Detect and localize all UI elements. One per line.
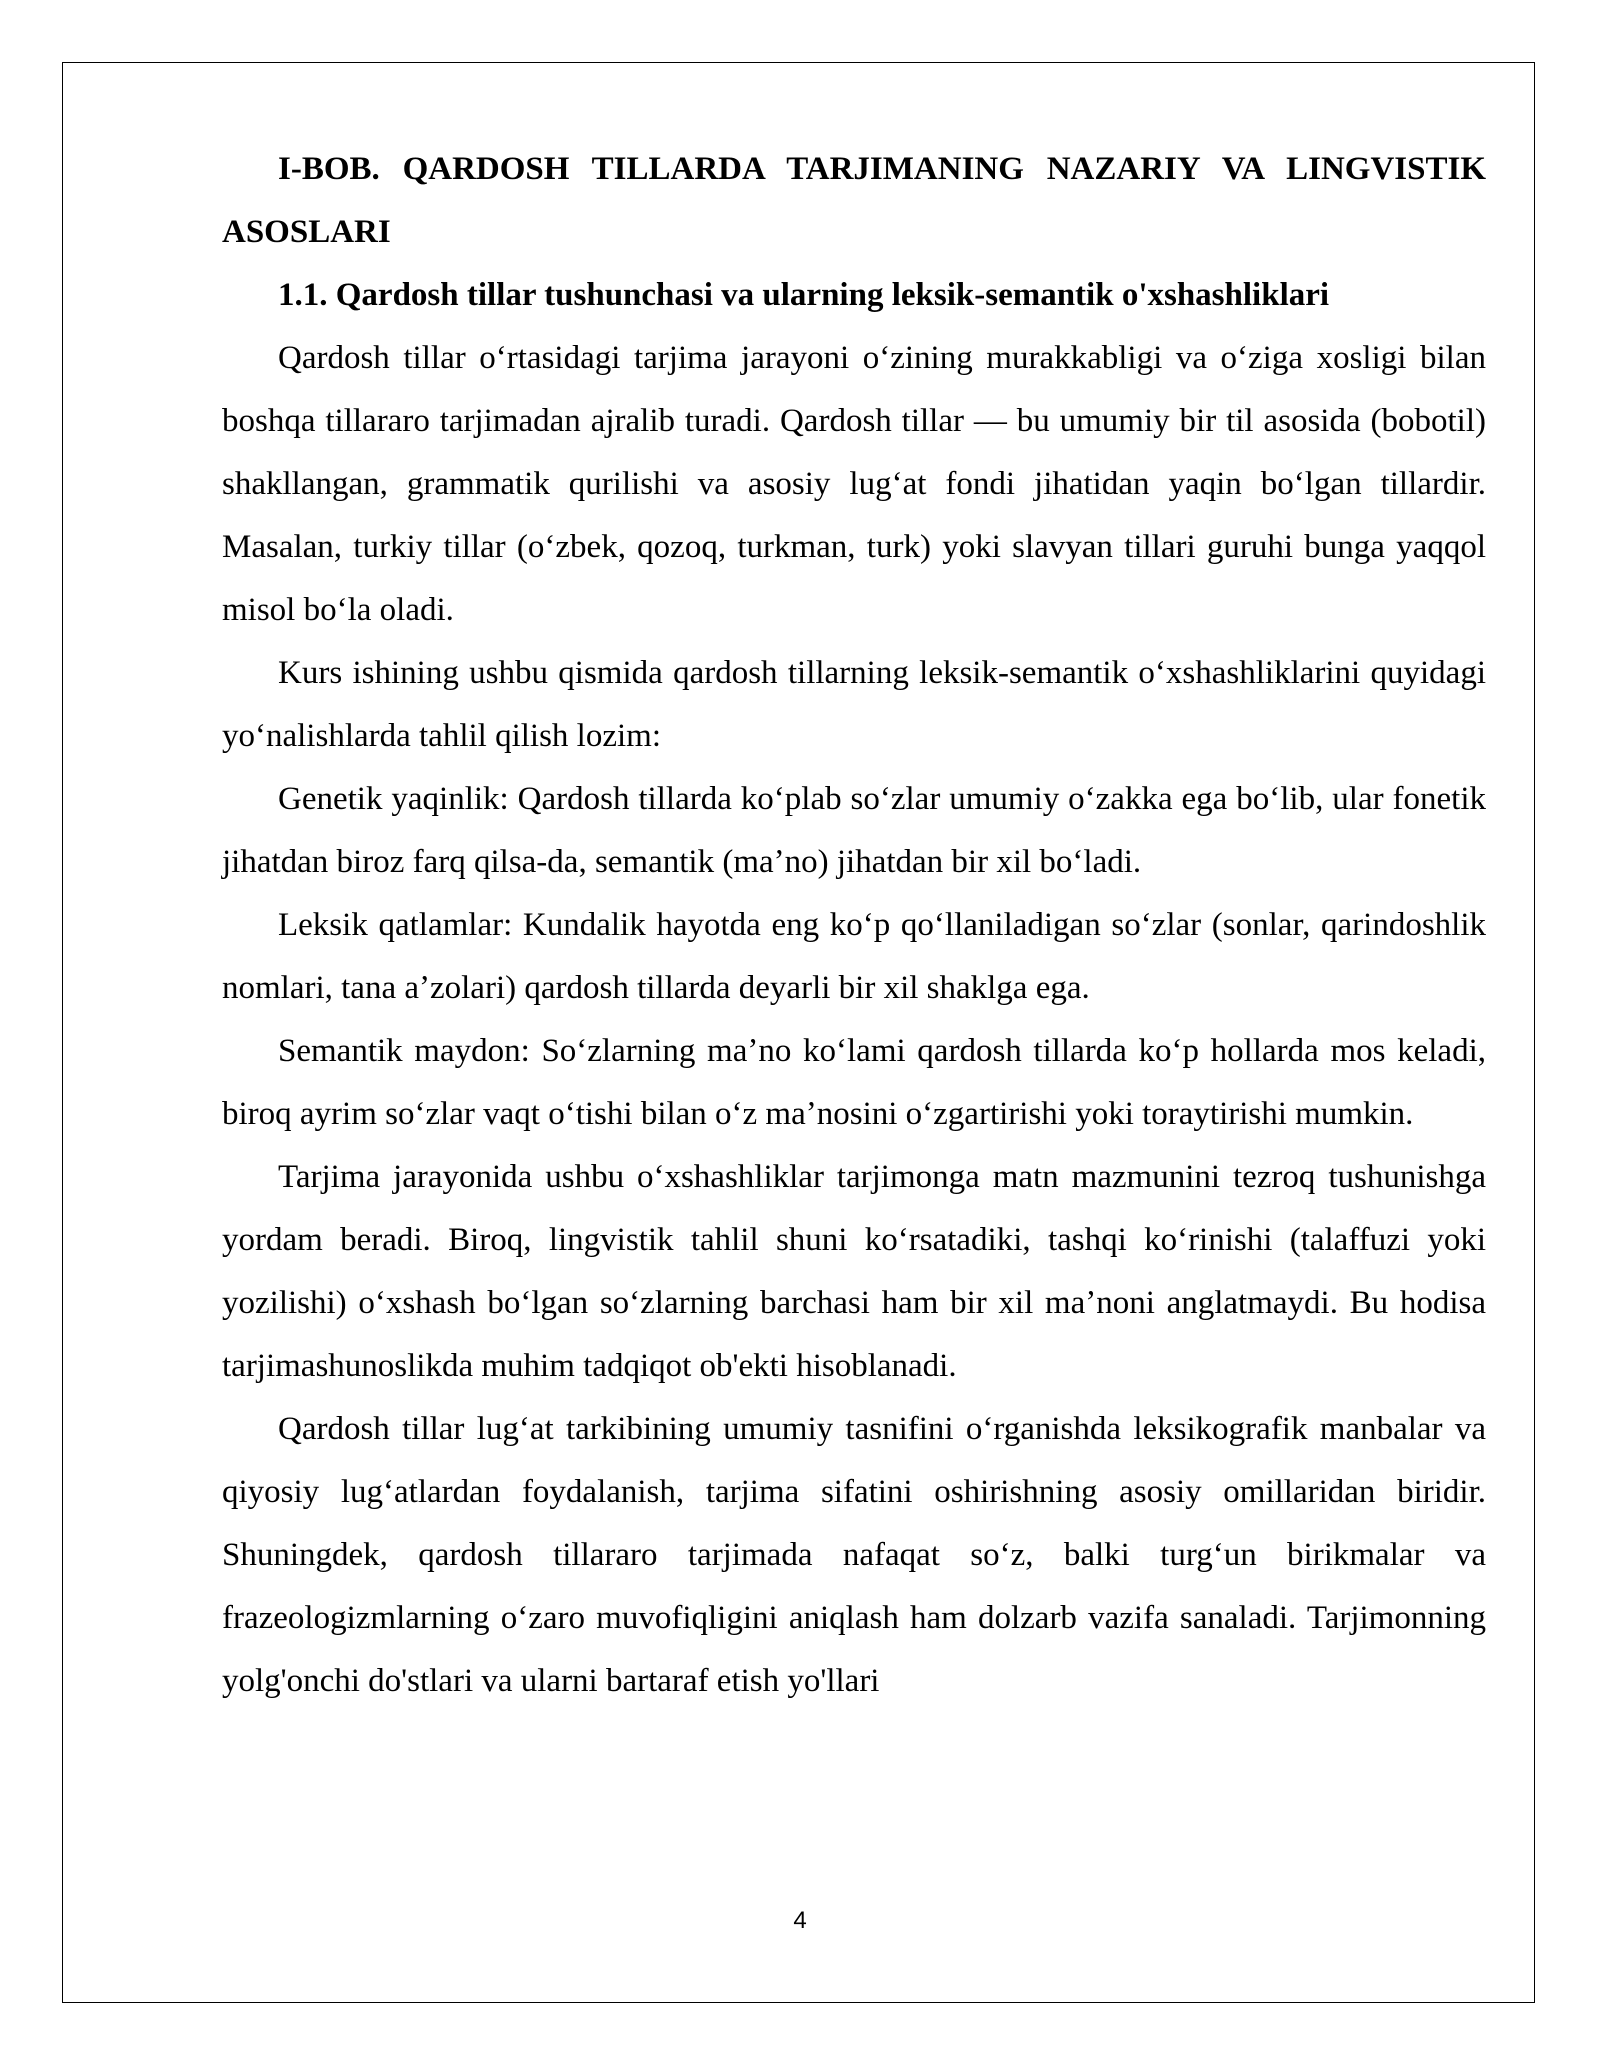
body-paragraph: Tarjima jarayonida ushbu oʻxshashliklar tarjimonga matn mazmunini tezroq tushunishga yordam beradi. Biroq, lingvistik tahlil shuni koʻrsatadiki, tashqi koʻrinishi (talaffuzi yoki yozilishi) oʻxshash boʻlgan soʻzlarning barchasi ham bir xil maʼnoni anglatmaydi. Bu hodisa tarjimashunoslikda muhim tadqiqot ob'ekti hisoblanadi. xyxy=(222,1159,1486,1384)
body-paragraph: Leksik qatlamlar: Kundalik hayotda eng koʻp qoʻllaniladigan soʻzlar (sonlar, qarindoshlik nomlari, tana aʼzolari) qardosh tillarda deyarli bir xil shaklga ega. xyxy=(222,907,1486,1006)
section-title: 1.1. Qardosh tillar tushunchasi va ularning leksik-semantik o'xshashliklari xyxy=(278,277,1330,313)
chapter-title: I-BOB. QARDOSH TILLARDA TARJIMANING NAZARIY VA LINGVISTIK ASOSLARI xyxy=(222,151,1486,250)
body-paragraph: Semantik maydon: Soʻzlarning maʼno koʻlami qardosh tillarda koʻp hollarda mos keladi, biroq ayrim soʻzlar vaqt oʻtishi bilan oʻz maʼnosini oʻzgartirishi yoki toraytirishi mumkin. xyxy=(222,1033,1486,1132)
page-number: 4 xyxy=(793,1907,807,1934)
body-paragraph: Qardosh tillar lugʻat tarkibining umumiy tasnifini oʻrganishda leksikografik manbalar va qiyosiy lugʻatlardan foydalanish, tarjima sifatini oshirishning asosiy omillaridan biridir. Shuningdek, qardosh tillararo tarjimada nafaqat soʻz, balki turgʻun birikmalar va frazeologizmlarning oʻzaro muvofiqligini aniqlash ham dolzarb vazifa sanaladi. Tarjimonning yolg'onchi do'stlari va ularni bartaraf etish yo'llari xyxy=(222,1411,1486,1699)
page-content xyxy=(222,138,1486,1713)
body-paragraph: Genetik yaqinlik: Qardosh tillarda koʻplab soʻzlar umumiy oʻzakka ega boʻlib, ular fonetik jihatdan biroz farq qilsa-da, semantik (maʼno) jihatdan bir xil boʻladi. xyxy=(222,781,1486,880)
body-paragraph: Kurs ishining ushbu qismida qardosh tillarning leksik-semantik oʻxshashliklarini quyidagi yoʻnalishlarda tahlil qilish lozim: xyxy=(222,655,1486,754)
body-paragraph: Qardosh tillar oʻrtasidagi tarjima jarayoni oʻzining murakkabligi va oʻziga xosligi bilan boshqa tillararo tarjimadan ajralib turadi. Qardosh tillar — bu umumiy bir til asosida (bobotil) shakllangan, grammatik qurilishi va asosiy lugʻat fondi jihatidan yaqin boʻlgan tillardir. Masalan, turkiy tillar (oʻzbek, qozoq, turkman, turk) yoki slavyan tillari guruhi bunga yaqqol misol boʻla oladi. xyxy=(222,340,1486,628)
